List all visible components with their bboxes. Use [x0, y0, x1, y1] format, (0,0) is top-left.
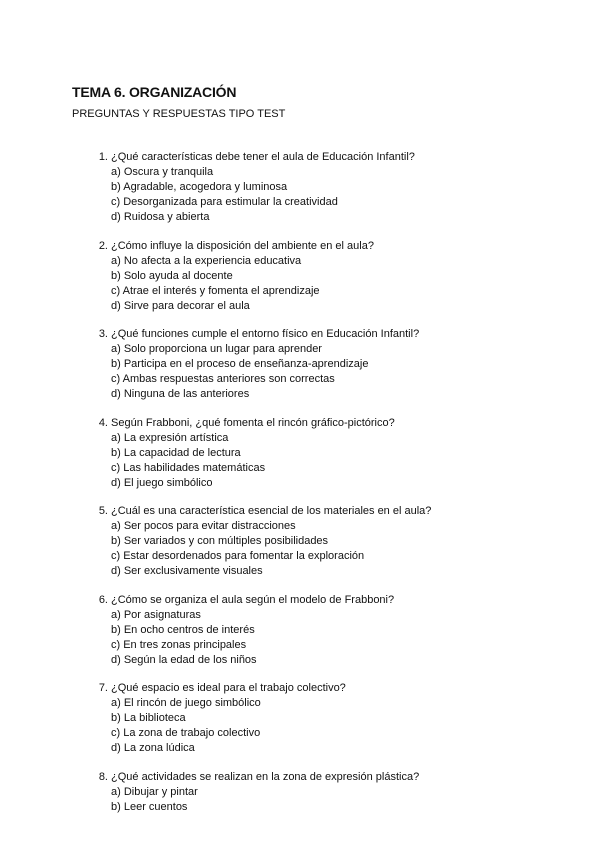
question-text: ¿Qué actividades se realizan en la zona de expresión plástica?: [111, 770, 420, 783]
question-text: ¿Cuál es una característica esencial de los materiales en el aula?: [111, 505, 432, 517]
question-number: 4.: [98, 416, 108, 429]
question-text: ¿Qué características debe tener el aula de Educación Infantil?: [111, 151, 415, 163]
answer-option: b) En ocho centros de interés: [111, 623, 255, 636]
answer-option: d) La zona lúdica: [111, 742, 195, 754]
answer-option: c) La zona de trabajo colectivo: [111, 727, 261, 739]
answer-option: d) Ruidosa y abierta: [111, 211, 210, 223]
question-item: [0, 593, 600, 668]
answer-option: b) La biblioteca: [111, 712, 186, 724]
answer-option: a) Ser pocos para evitar distracciones: [111, 520, 296, 532]
answer-option: a) Dibujar y pintar: [111, 785, 198, 798]
question-text: Según Frabboni, ¿qué fomenta el rincón gráfico-pictórico?: [111, 416, 395, 429]
answer-option: c) Desorganizada para estimular la creatividad: [111, 196, 338, 208]
question-number: 6.: [98, 593, 108, 606]
answer-options: [0, 165, 600, 225]
answer-option: a) El rincón de juego simbólico: [111, 697, 261, 709]
answer-option: d) Ninguna de las anteriores: [111, 388, 250, 400]
answer-option: d) Sirve para decorar el aula: [111, 299, 250, 312]
question-item: [0, 239, 600, 314]
answer-option: b) Leer cuentos: [111, 800, 188, 813]
answer-options: [0, 254, 600, 314]
answer-options: [0, 608, 600, 668]
answer-option: d) Según la edad de los niños: [111, 653, 257, 666]
question-item: [0, 416, 600, 491]
answer-options: [0, 785, 600, 815]
answer-options: [0, 431, 600, 491]
answer-option: a) La expresión artística: [111, 431, 229, 444]
answer-option: c) En tres zonas principales: [111, 638, 247, 651]
document-subtitle: PREGUNTAS Y RESPUESTAS TIPO TEST: [72, 108, 286, 120]
answer-option: d) Ser exclusivamente visuales: [111, 565, 263, 577]
answer-option: c) Atrae el interés y fomenta el aprendizaje: [111, 284, 320, 297]
question-number: 5.: [98, 505, 108, 517]
answer-option: c) Ambas respuestas anteriores son correctas: [111, 373, 335, 385]
question-number: 1.: [98, 151, 108, 163]
answer-option: b) Participa en el proceso de enseñanza-aprendizaje: [111, 358, 369, 370]
question-number: 7.: [98, 682, 108, 694]
question-text: ¿Cómo se organiza el aula según el modelo de Frabboni?: [111, 593, 395, 606]
question-number: 3.: [98, 328, 108, 340]
question-item: [0, 327, 600, 402]
answer-option: d) El juego simbólico: [111, 476, 213, 489]
question-text: ¿Qué funciones cumple el entorno físico en Educación Infantil?: [111, 328, 420, 340]
question-item: [0, 504, 600, 579]
answer-option: b) La capacidad de lectura: [111, 446, 241, 459]
question-number: 2.: [98, 239, 108, 252]
answer-option: c) Las habilidades matemáticas: [111, 461, 266, 474]
answer-option: b) Solo ayuda al docente: [111, 269, 233, 282]
answer-options: [0, 519, 600, 579]
answer-options: [0, 696, 600, 756]
answer-option: a) No afecta a la experiencia educativa: [111, 254, 302, 267]
question-text: ¿Cómo influye la disposición del ambiente en el aula?: [111, 239, 374, 252]
answer-option: b) Agradable, acogedora y luminosa: [111, 181, 288, 193]
answer-option: b) Ser variados y con múltiples posibilidades: [111, 535, 329, 547]
answer-option: c) Estar desordenados para fomentar la exploración: [111, 550, 365, 562]
question-item: [0, 681, 600, 756]
answer-option: a) Por asignaturas: [111, 608, 201, 621]
question-item: [0, 770, 600, 815]
question-item: [0, 150, 600, 225]
answer-option: a) Oscura y tranquila: [111, 166, 214, 178]
answer-option: a) Solo proporciona un lugar para aprender: [111, 343, 322, 355]
answer-options: [0, 342, 600, 402]
question-list: [0, 150, 600, 828]
document-title: TEMA 6. ORGANIZACIÓN: [72, 84, 237, 100]
question-number: 8.: [98, 770, 108, 783]
question-text: ¿Qué espacio es ideal para el trabajo colectivo?: [111, 682, 346, 694]
